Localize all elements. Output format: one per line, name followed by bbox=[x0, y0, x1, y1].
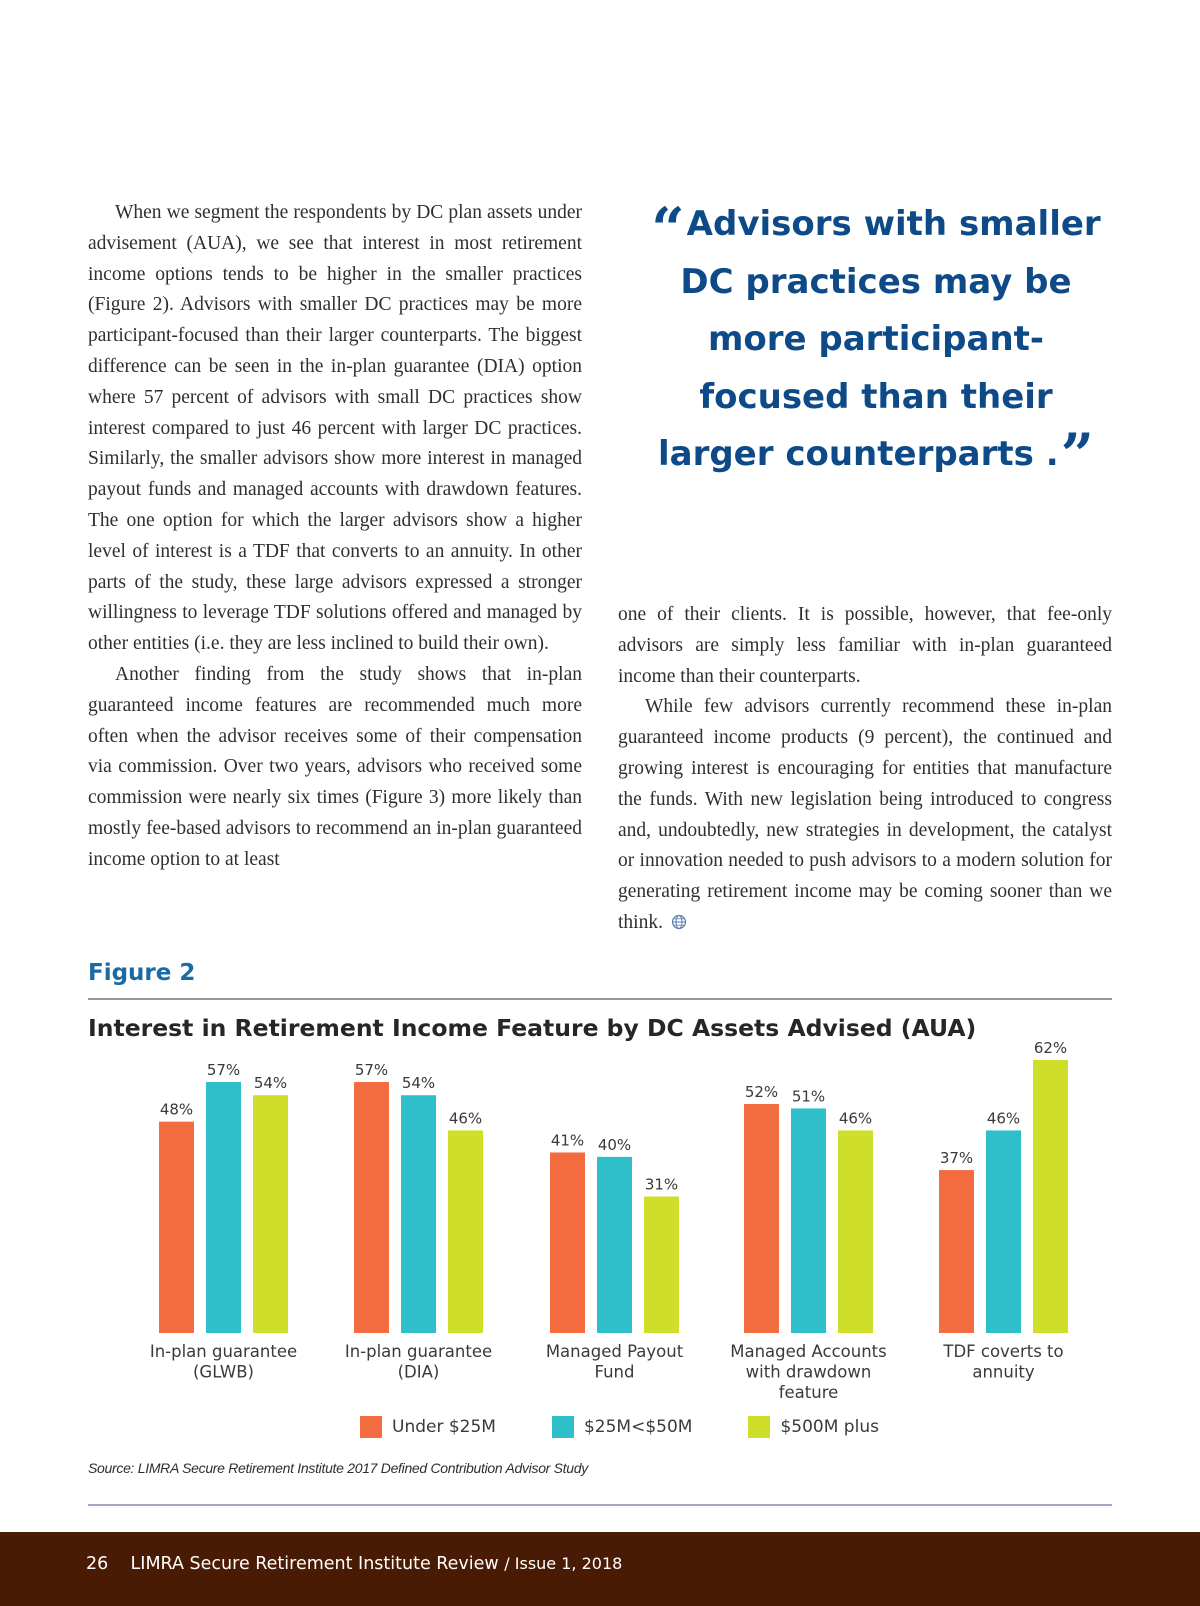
chart-legend bbox=[360, 1416, 935, 1438]
data-label: 31% bbox=[644, 1175, 679, 1194]
bar bbox=[597, 1157, 632, 1333]
category-label: TDF coverts to annuity bbox=[943, 1342, 1064, 1382]
legend-label: Under $25M bbox=[392, 1417, 496, 1437]
legend-swatch bbox=[748, 1416, 770, 1438]
bar bbox=[253, 1095, 288, 1333]
chart-title: Interest in Retirement Income Feature by DC Assets Advised (AUA) bbox=[88, 1014, 977, 1042]
bar bbox=[791, 1108, 826, 1333]
legend-item bbox=[748, 1416, 878, 1438]
figure-source: Source: LIMRA Secure Retirement Institute 2017 Defined Contribution Advisor Study bbox=[88, 1460, 588, 1476]
legend-swatch bbox=[552, 1416, 574, 1438]
divider bbox=[88, 1504, 1112, 1506]
legend-swatch bbox=[360, 1416, 382, 1438]
paragraph: one of their clients. It is possible, however, that fee-only advisors are simply less familiar with in-plan guaranteed income than their counterparts. bbox=[618, 604, 1112, 687]
bar bbox=[206, 1082, 241, 1333]
legend-label: $500M plus bbox=[780, 1417, 879, 1437]
data-label: 46% bbox=[838, 1109, 873, 1128]
data-label: 46% bbox=[448, 1109, 483, 1128]
bar bbox=[939, 1170, 974, 1333]
data-label: 54% bbox=[253, 1074, 288, 1093]
data-label: 41% bbox=[550, 1131, 585, 1150]
bar bbox=[838, 1130, 873, 1333]
footer-text bbox=[86, 1554, 622, 1574]
legend-item bbox=[360, 1416, 496, 1438]
data-label: 40% bbox=[597, 1135, 632, 1154]
paragraph: When we segment the respondents by DC plan assets under advisement (AUA), we see that interest in most retirement income options tends to be higher in the smaller practices (Figure 2). Advisors with smaller DC practices may be more participant-focused than their larger counterparts. The biggest difference can be seen in the in-plan guarantee (DIA) option where 57 percent of advisors with small DC practices show interest compared to just 46 percent with larger DC practices. Similarly, the smaller advisors show more interest in managed payout funds and managed accounts with drawdown features. The one option for which the larger advisors show a higher level of interest is a TDF that converts to an annuity. In other parts of the study, these large advisors expressed a stronger willingness to leverage TDF solutions offered and managed by other entities (i.e. they are less inclined to build their own). bbox=[88, 202, 582, 655]
bar bbox=[1033, 1060, 1068, 1333]
page-number: 26 bbox=[86, 1554, 109, 1574]
data-label: 37% bbox=[939, 1149, 974, 1168]
bar bbox=[986, 1130, 1021, 1333]
category-label: Managed Accounts with drawdown feature bbox=[730, 1342, 887, 1402]
legend-label: $25M<$50M bbox=[583, 1417, 693, 1437]
bar bbox=[550, 1152, 585, 1333]
data-label: 46% bbox=[986, 1109, 1021, 1128]
publication-title: LIMRA Secure Retirement Institute Review bbox=[130, 1554, 499, 1574]
open-quote-icon: “ bbox=[651, 195, 685, 263]
data-label: 57% bbox=[354, 1061, 389, 1080]
data-label: 48% bbox=[159, 1100, 194, 1119]
paragraph: Another finding from the study shows that in-plan guaranteed income features are recommended much more often when the advisor receives some of their compensation via commission. Over two years, advisors who received some commission were nearly six times (Figure 3) more likely than mostly fee-based advisors to recommend an in-plan guaranteed income option to at least bbox=[88, 663, 582, 870]
page-footer bbox=[0, 1532, 1200, 1606]
data-label: 51% bbox=[791, 1087, 826, 1106]
bar bbox=[354, 1082, 389, 1333]
bar bbox=[744, 1104, 779, 1333]
issue-label: / Issue 1, 2018 bbox=[504, 1554, 623, 1573]
data-label: 52% bbox=[744, 1083, 779, 1102]
category-label: In-plan guarantee (DIA) bbox=[344, 1342, 493, 1382]
data-label: 54% bbox=[401, 1074, 436, 1093]
bar bbox=[644, 1197, 679, 1334]
bar bbox=[448, 1130, 483, 1333]
legend-item bbox=[552, 1416, 692, 1438]
category-label: Managed Payout Fund bbox=[545, 1342, 684, 1382]
bar bbox=[159, 1122, 194, 1333]
figure-label: Figure 2 bbox=[88, 960, 196, 986]
paragraph-text: While few advisors currently recommend these in-plan guaranteed income products (9 percent), the continued and growing interest is encouraging for entities that manufacture the funds. With new legislation being introduced to congress and, undoubtedly, new strategies in development, the catalyst or innovation needed to push advisors to a modern solution for generating retirement income may be coming sooner than we think. bbox=[618, 696, 1112, 933]
pull-quote-text: Advisors with smaller DC practices may be more participant-focused than their larger counterparts . bbox=[657, 204, 1101, 474]
category-label: In-plan guarantee (GLWB) bbox=[149, 1342, 298, 1382]
bar bbox=[401, 1095, 436, 1333]
data-label: 57% bbox=[206, 1061, 241, 1080]
data-label: 62% bbox=[1033, 1039, 1068, 1057]
close-quote-icon: ” bbox=[1060, 421, 1095, 489]
